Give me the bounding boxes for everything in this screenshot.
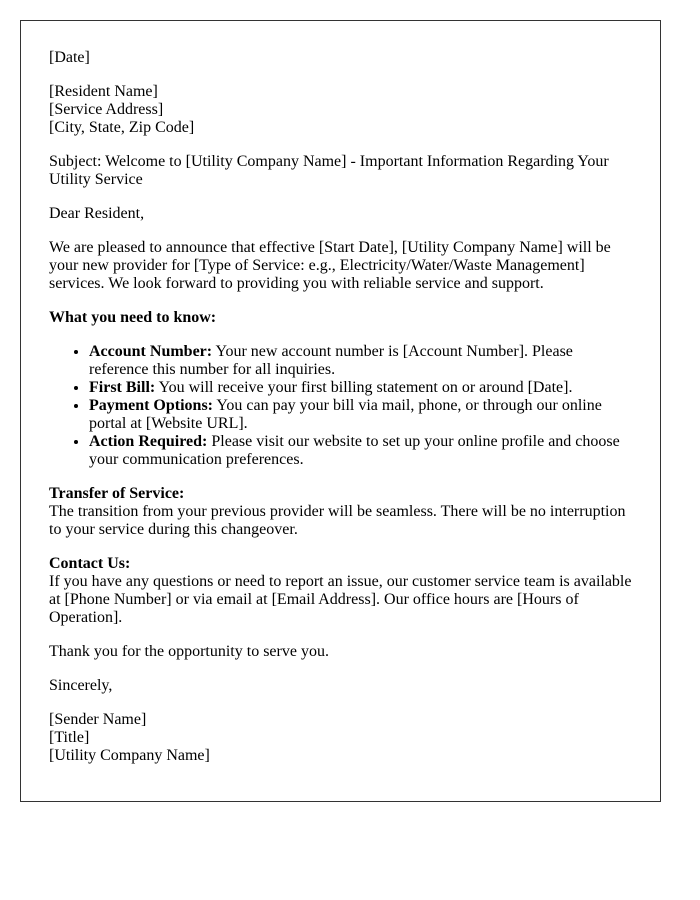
sender-title: [Title] <box>49 729 90 746</box>
date: [Date] <box>49 49 90 66</box>
thanks: Thank you for the opportunity to serve you. <box>49 643 329 660</box>
transfer-text: The transition from your previous provider will be seamless. There will be no interruption to your service during this changeover. <box>49 503 626 538</box>
subject: Subject: Welcome to [Utility Company Name] - Important Information Regarding Your Utility Service <box>49 153 609 188</box>
contact-section <box>49 555 632 627</box>
contact-text: If you have any questions or need to report an issue, our customer service team is available at [Phone Number] or via email at [Email Address]. Our office hours are [Hours of Operation]. <box>49 573 632 626</box>
transfer-heading: Transfer of Service: <box>49 485 185 502</box>
recipient-block <box>49 83 632 137</box>
intro-paragraph: We are pleased to announce that effective [Start Date], [Utility Company Name] will be your new provider for [Type of Service: e.g., Electricity/Water/Waste Management] services. We look forward to providing you with reliable service and support. <box>49 239 611 292</box>
letter <box>20 20 661 802</box>
list-item: • Action Required: Please visit our website to set up your online profile and choose your communication preferences. <box>89 433 632 469</box>
signature-block <box>49 711 632 765</box>
need-to-know-heading: What you need to know: <box>49 309 217 326</box>
need-to-know-list <box>49 343 632 469</box>
sender-company: [Utility Company Name] <box>49 747 210 764</box>
transfer-section <box>49 485 632 539</box>
list-item: • First Bill: You will receive your first billing statement on or around [Date]. <box>89 379 632 397</box>
recipient-address: [Service Address] <box>49 101 164 118</box>
recipient-name: [Resident Name] <box>49 83 158 100</box>
salutation: Dear Resident, <box>49 205 145 222</box>
list-item: • Payment Options: You can pay your bill via mail, phone, or through our online portal at [Website URL]. <box>89 397 632 433</box>
sender-name: [Sender Name] <box>49 711 147 728</box>
closing: Sincerely, <box>49 677 113 694</box>
contact-heading: Contact Us: <box>49 555 131 572</box>
list-item: • Account Number: Your new account number is [Account Number]. Please reference this number for all inquiries. <box>89 343 632 379</box>
recipient-city: [City, State, Zip Code] <box>49 119 195 136</box>
